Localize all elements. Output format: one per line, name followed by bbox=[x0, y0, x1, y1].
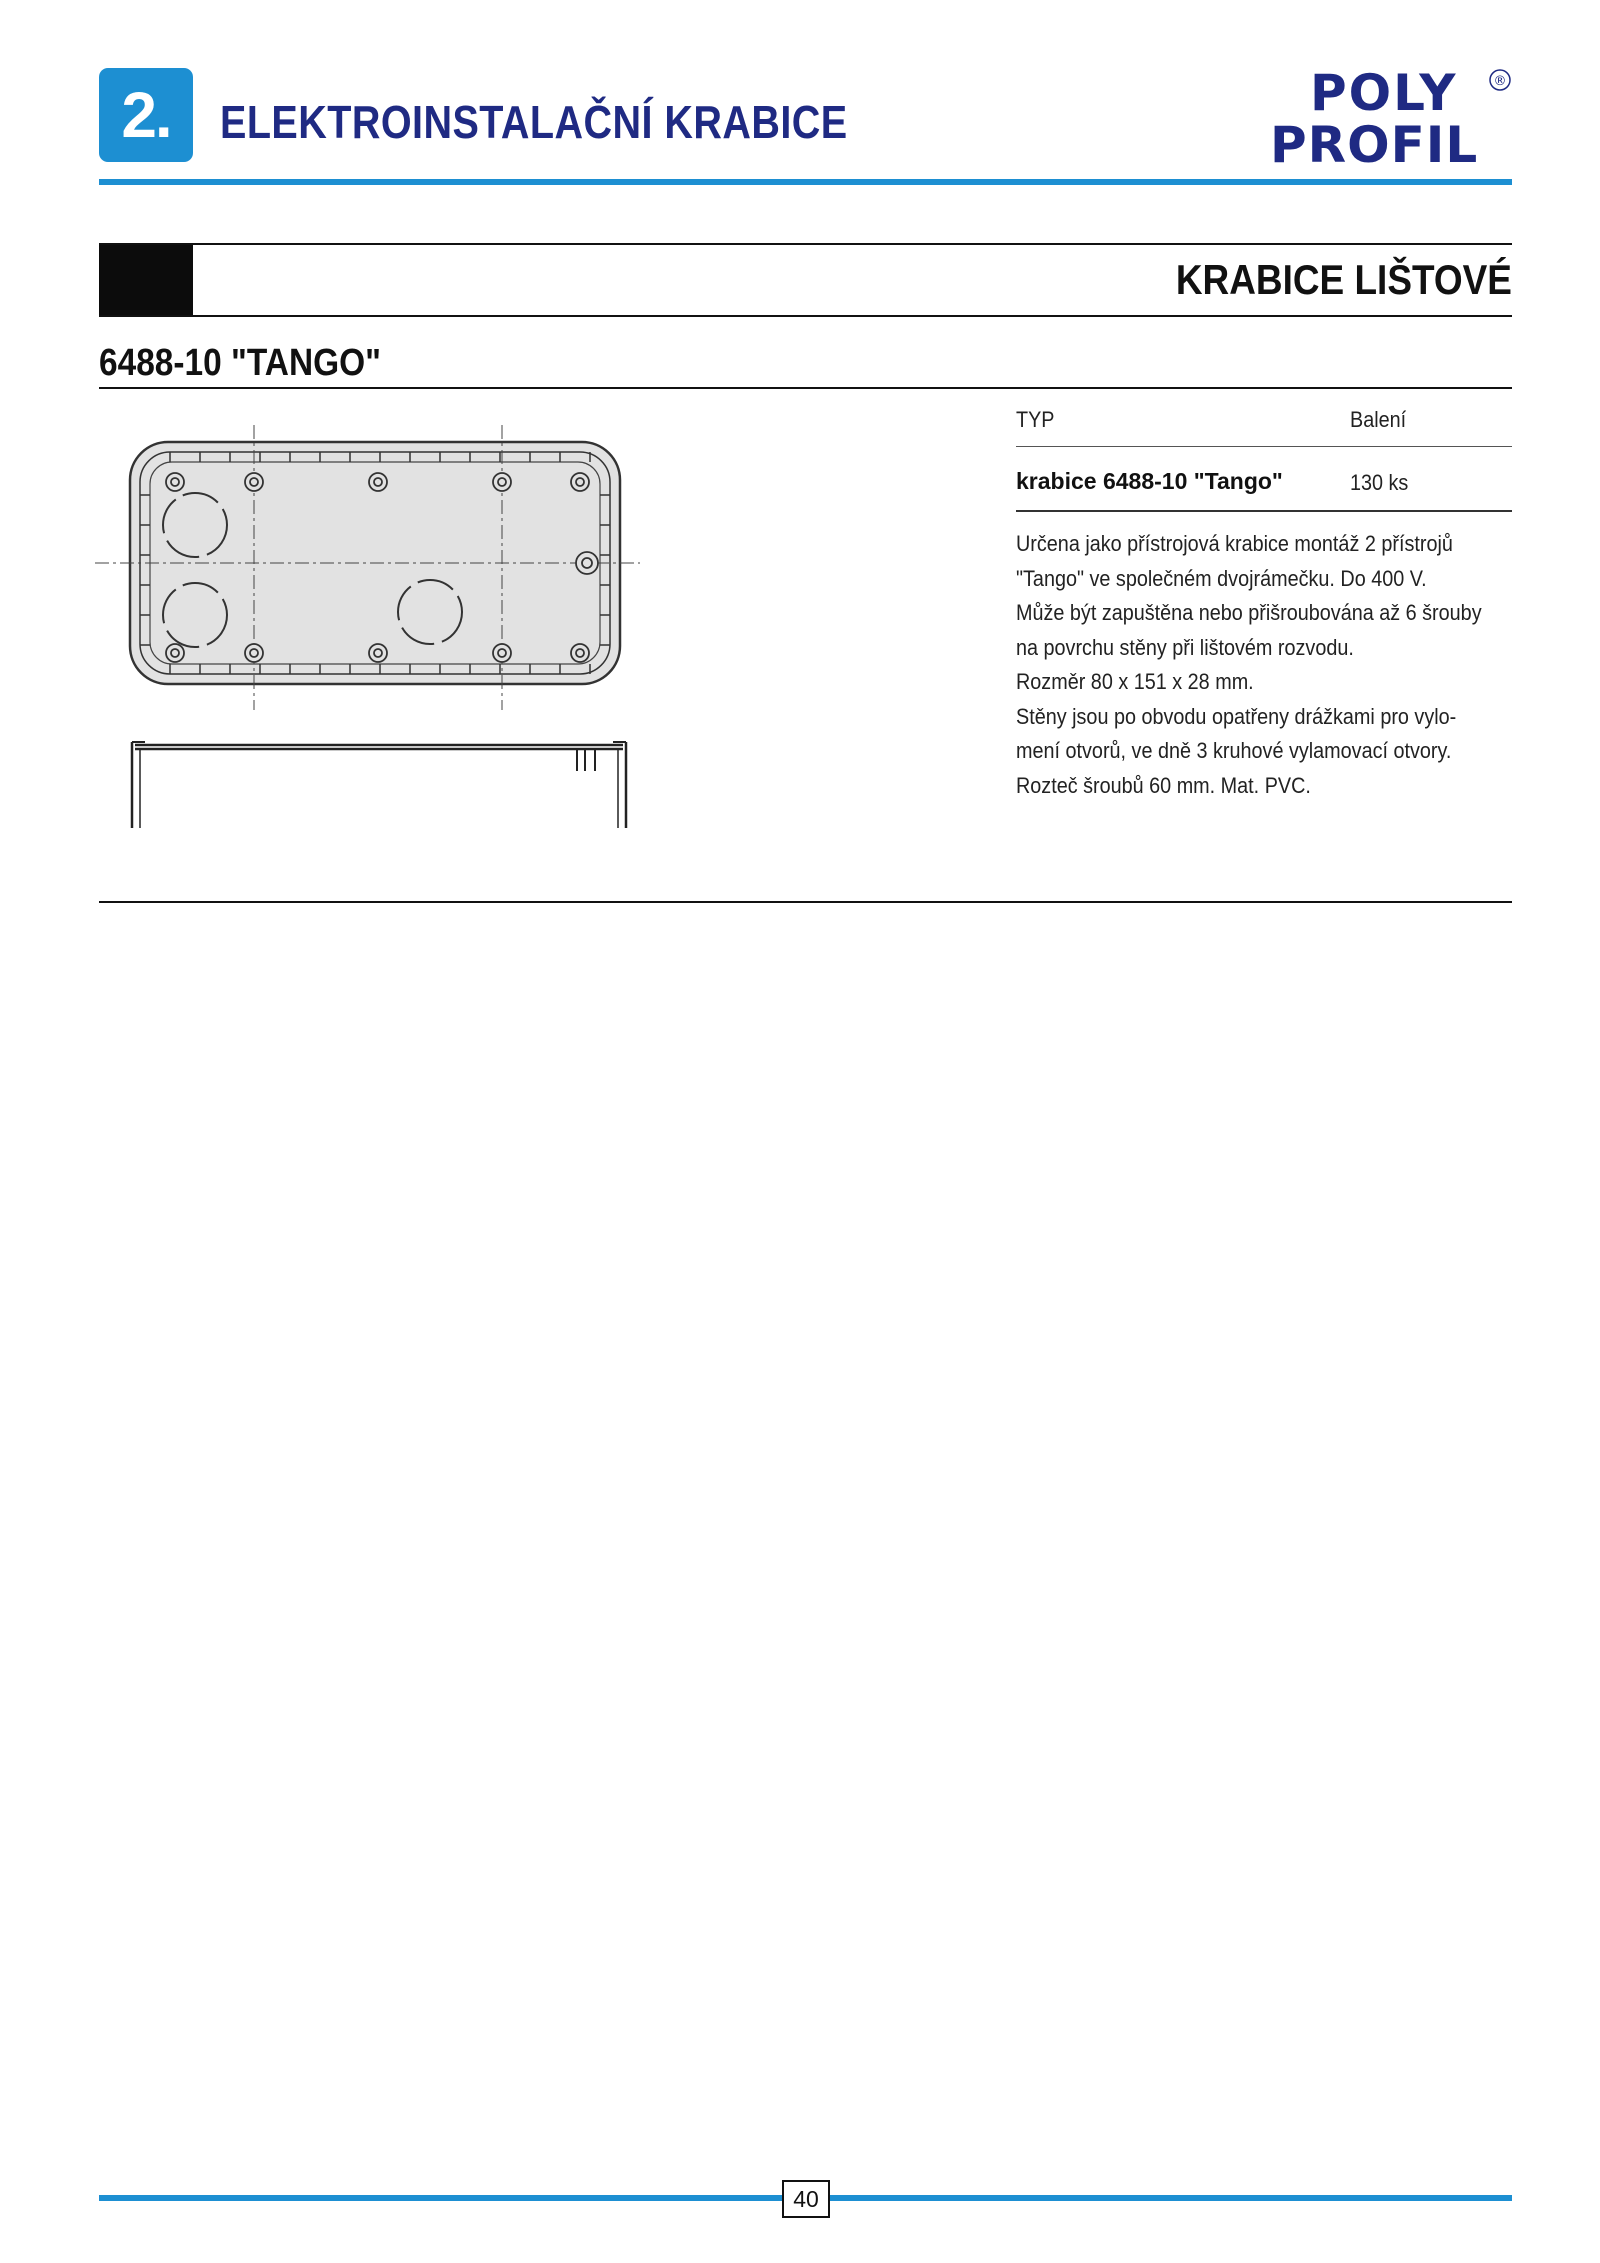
table-cell-packaging: 130 ks bbox=[1350, 470, 1409, 495]
product-title: 6488-10 "TANGO" bbox=[99, 342, 381, 384]
box-technical-drawing bbox=[95, 420, 640, 832]
product-description bbox=[1016, 527, 1484, 803]
description-line: Stěny jsou po obvodu opatřeny drážkami pro vylo- bbox=[1016, 703, 1457, 729]
description-line: "Tango" ve společném dvojrámečku. Do 400 V. bbox=[1016, 565, 1427, 591]
chapter-number-badge: 2. bbox=[99, 68, 193, 162]
product-title-rule bbox=[99, 387, 1512, 389]
table-row-rule bbox=[1016, 510, 1512, 512]
section-top-rule bbox=[99, 243, 1512, 245]
table-header-packaging: Balení bbox=[1350, 407, 1407, 432]
description-line: Může být zapuštěna nebo přišroubována až 6 šrouby bbox=[1016, 600, 1482, 625]
description-line: Určena jako přístrojová krabice montáž 2 přístrojů bbox=[1016, 531, 1453, 556]
description-line: mení otvorů, ve dně 3 kruhové vylamovací otvory. bbox=[1016, 738, 1452, 763]
table-header-rule bbox=[1016, 446, 1512, 447]
footer-rule-left bbox=[99, 2195, 782, 2201]
logo-line2: PROFIL bbox=[1270, 116, 1479, 172]
box-side-view bbox=[132, 742, 626, 828]
logo-registered-mark: ® bbox=[1493, 74, 1507, 89]
logo-line1: POLY bbox=[1310, 64, 1458, 122]
page-number: 40 bbox=[782, 2180, 830, 2218]
polyprofil-logo bbox=[1270, 62, 1515, 172]
table-header-type: TYP bbox=[1016, 407, 1055, 432]
table-cell-type: krabice 6488-10 "Tango" bbox=[1016, 468, 1283, 494]
section-marker-box bbox=[99, 245, 193, 316]
section-end-rule bbox=[99, 901, 1512, 903]
chapter-title: ELEKTROINSTALAČNÍ KRABICE bbox=[220, 96, 848, 148]
box-top-view bbox=[95, 425, 640, 710]
section-title: KRABICE LIŠTOVÉ bbox=[1175, 256, 1512, 303]
description-line: Rozměr 80 x 151 x 28 mm. bbox=[1016, 669, 1254, 694]
section-bottom-rule bbox=[99, 315, 1512, 317]
header-rule bbox=[99, 179, 1512, 185]
description-line: Rozteč šroubů 60 mm. Mat. PVC. bbox=[1016, 772, 1311, 798]
footer-rule-right bbox=[828, 2195, 1512, 2201]
description-line: na povrchu stěny při lištovém rozvodu. bbox=[1016, 634, 1354, 660]
